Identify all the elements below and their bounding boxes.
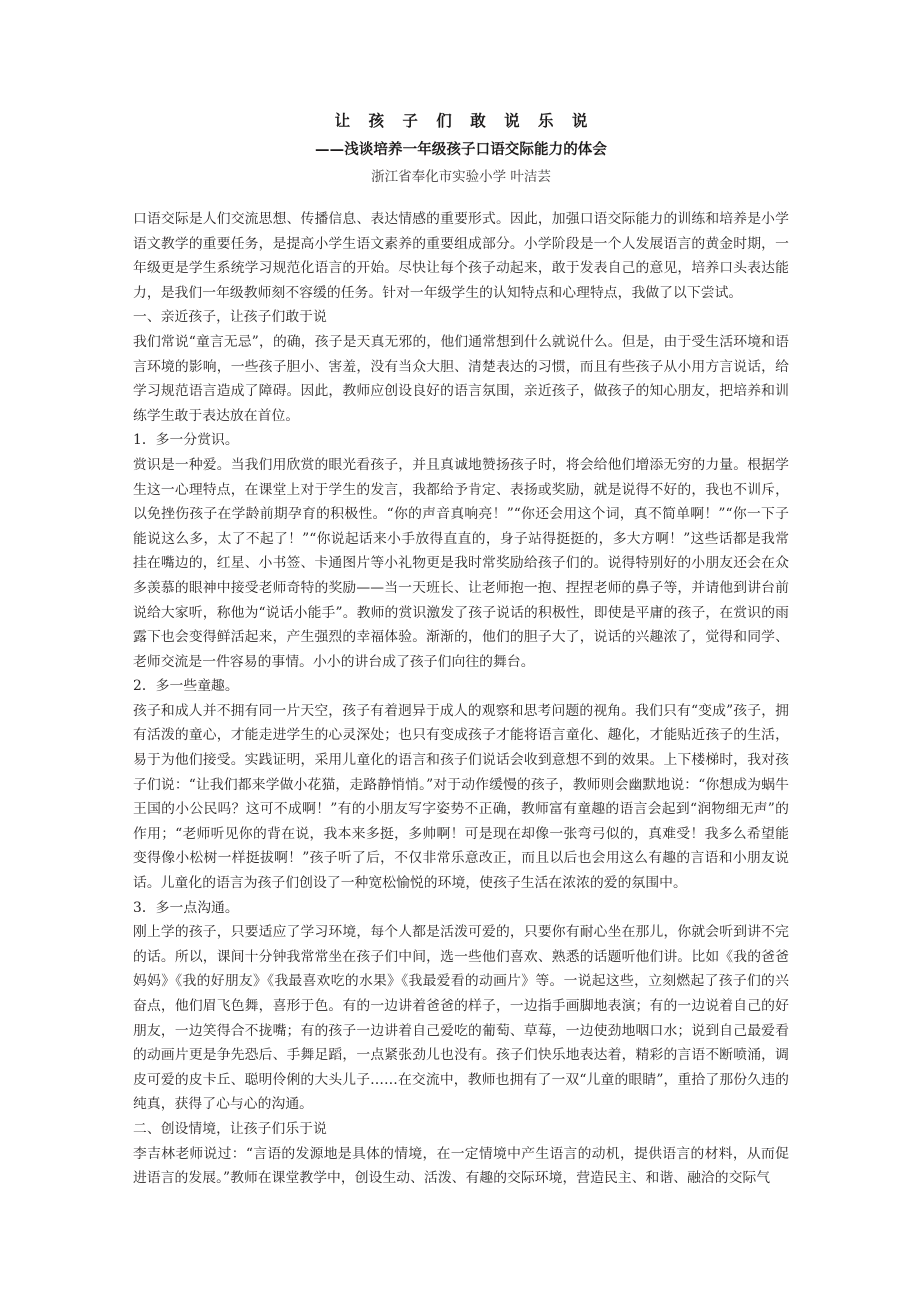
document-subtitle: ——浅谈培养一年级孩子口语交际能力的体会 [315,141,607,158]
title-block [133,108,789,189]
body-paragraph: 赏识是一种爱。当我们用欣赏的眼光看孩子，并且真诚地赞扬孩子时，将会给他们增添无穷的力量。根据学生这一心理特点，在课堂上对于学生的发言，我都给予肯定、表扬或奖励，就是说得不好的，我也不训斥，以免挫伤孩子在学龄前期孕育的积极性。“你的声音真响亮！”“你还会用这个词，真不简单啊！”“你一下子能说这么多，太了不起了！”“你说起话来小手放得直直的，身子站得挺挺的，多大方啊！”这些话都是我常挂在嘴边的，红星、小书签、卡通图片等小礼物更是我时常奖励给孩子们的。说得特别好的小朋友还会在众多羡慕的眼神中接受老师奇特的奖励——当一天班长、让老师抱一抱、捏捏老师的鼻子等，并请他到讲台前说给大家听，称他为“说话小能手”。教师的赏识激发了孩子说话的积极性，即使是平庸的孩子，在赏识的雨露下也会变得鲜活起来，产生强烈的幸福体验。渐渐的，他们的胆子大了，说话的兴趣浓了，觉得和同学、老师交流是一件容易的事情。小小的讲台成了孩子们向往的舞台。 [133,456,789,670]
body-paragraph: 口语交际是人们交流思想、传播信息、表达情感的重要形式。因此，加强口语交际能力的训练和培养是小学语文教学的重要任务，是提高小学生语文素养的重要组成部分。小学阶段是一个人发展语言的黄金时期，一年级更是学生系统学习规范化语言的开始。尽快让每个孩子动起来，敢于发表自己的意见，培养口头表达能力，是我们一年级教师刻不容缓的任务。针对一年级学生的认知特点和心理特点，我做了以下尝试。 [133,211,789,301]
body-paragraph: 我们常说“童言无忌”，的确，孩子是天真无邪的，他们通常想到什么就说什么。但是，由于受生活环境和语言环境的影响，一些孩子胆小、害羞，没有当众大胆、清楚表达的习惯，而且有些孩子从小用方言说话，给学习规范语言造成了障碍。因此，教师应创设良好的语言氛围，亲近孩子，做孩子的知心朋友，把培养和训练学生敢于表达放在首位。 [133,333,789,424]
body-paragraph: 李吉林老师说过：“言语的发源地是具体的情境，在一定情境中产生语言的动机，提供语言的材料，从而促进语言的发展。”教师在课堂教学中，创设生动、活泼、有趣的交际环境，营造民主、和谐、融洽的交际气 [133,1145,789,1187]
subsection-heading: 1．多一分赏识。 [133,432,239,449]
body-paragraph: 刚上学的孩子，只要适应了学习环境，每个人都是活泼可爱的，只要你有耐心坐在那儿，你就会听到讲不完的话。所以，课间十分钟我常常坐在孩子们中间，选一些他们喜欢、熟悉的话题听他们讲。比如《我的爸爸妈妈》《我的好朋友》《我最喜欢吃的水果》《我最爱看的动画片》等。一说起这些，立刻燃起了孩子们的兴奋点，他们眉飞色舞，喜形于色。有的一边讲着爸爸的样子，一边指手画脚地表演；有的一边说着自己的好朋友，一边笑得合不拢嘴；有的孩子一边讲着自己爱吃的葡萄、草莓，一边使劲地咽口水；说到自己最爱看的动画片更是争先恐后、手舞足蹈，一点紧张劲儿也没有。孩子们快乐地表达着，精彩的言语不断喷涌，调皮可爱的皮卡丘、聪明伶俐的大头儿子……在交流中，教师也拥有了一双“儿童的眼睛”，重拾了那份久违的纯真，获得了心与心的沟通。 [133,924,789,1113]
document-body [133,207,789,1191]
section-heading: 二、创设情境，让孩子们乐于说 [133,1120,327,1137]
section-heading: 一、亲近孩子，让孩子们敢于说 [133,309,327,326]
document-author: 浙江省奉化市实验小学 叶洁芸 [371,169,551,185]
page-title: 让 孩 子 们 敢 说 乐 说 [334,111,594,130]
document-content [133,108,789,1191]
subsection-heading: 2．多一些童趣。 [133,678,239,695]
body-paragraph: 孩子和成人并不拥有同一片天空，孩子有着迥异于成人的观察和思考问题的视角。我们只有“变成”孩子，拥有活泼的童心，才能走进学生的心灵深处；也只有变成孩子才能将语言童化、趣化，才能贴近孩子的生活，易于为他们接受。实践证明，采用儿童化的语言和孩子们说话会收到意想不到的效果。上下楼梯时，我对孩子们说：“让我们都来学做小花猫，走路静悄悄。”对于动作缓慢的孩子，教师则会幽默地说：“你想成为蜗牛王国的小公民吗？这可不成啊！”有的小朋友写字姿势不正确，教师富有童趣的语言会起到“润物细无声”的作用；“老师听见你的背在说，我本来多挺，多帅啊！可是现在却像一张弯弓似的，真难受！我多么希望能变得像小松树一样挺拔啊！”孩子听了后，不仅非常乐意改正，而且以后也会用这么有趣的言语和小朋友说话。儿童化的语言为孩子们创设了一种宽松愉悦的环境，使孩子生活在浓浓的爱的氛围中。 [133,702,789,892]
subsection-heading: 3．多一点沟通。 [133,899,239,916]
